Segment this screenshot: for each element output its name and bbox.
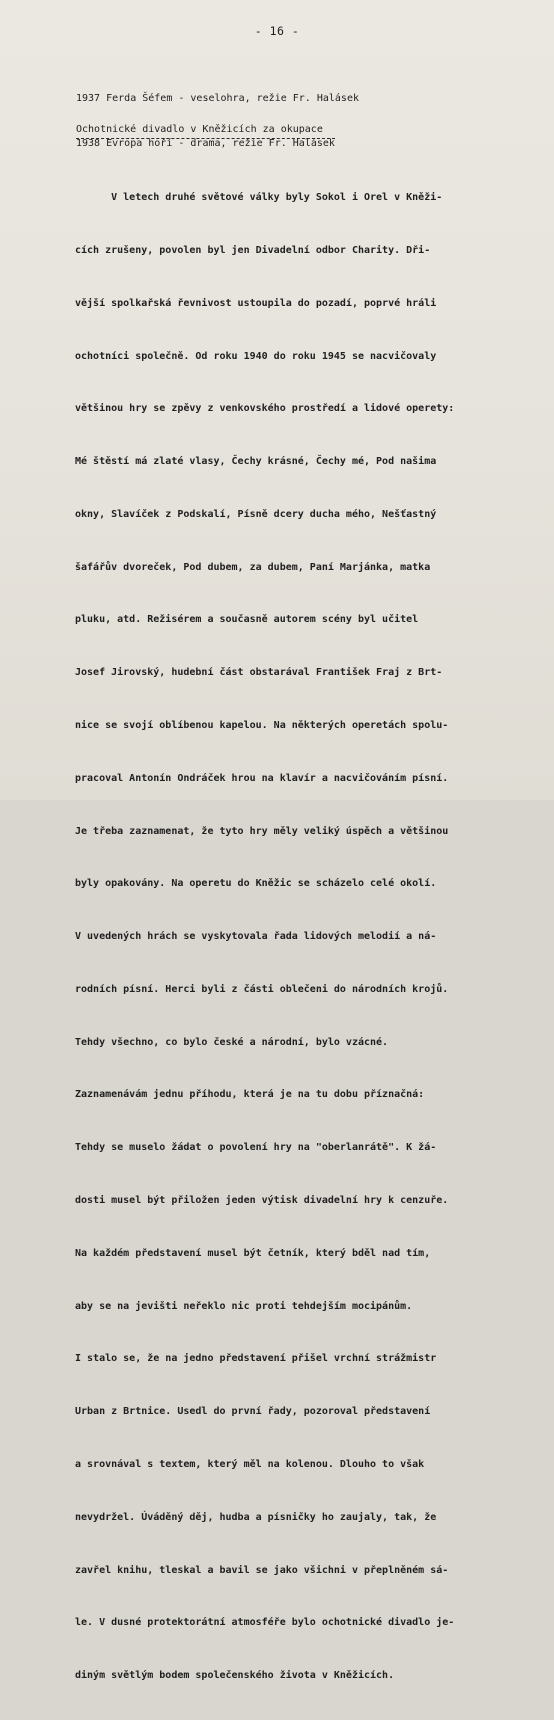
- text-line: ochotníci společně. Od roku 1940 do roku 1945 se nacvičovaly: [75, 350, 437, 362]
- text-line: Josef Jirovský, hudební část obstarával František Fraj z Brt-: [75, 667, 443, 679]
- body-text: [75, 154, 535, 1720]
- text-line: většinou hry se zpěvy z venkovského prostředí a lidové operety:: [75, 403, 455, 415]
- text-line: aby se na jevišti neřeklo nic proti tehdejším mocipánům.: [75, 1300, 413, 1312]
- text-line: le. V dusné protektorátní atmosféře bylo ochotnické divadlo je-: [75, 1617, 455, 1629]
- text-line: Tehdy všechno, co bylo české a národní, bylo vzácné.: [75, 1036, 389, 1048]
- play-year: 1937: [76, 93, 101, 104]
- text-line: diným světlým bodem společenského života v Kněžicích.: [75, 1670, 395, 1682]
- text-line: šafářův dvoreček, Pod dubem, za dubem, Paní Marjánka, matka: [75, 561, 431, 573]
- text-line: dosti musel být přiložen jeden výtisk divadelní hry k cenzuře.: [75, 1195, 449, 1207]
- text-line: okny, Slavíček z Podskalí, Písně dcery ducha mého, Nešťastný: [75, 508, 437, 520]
- text-line: cích zrušeny, povolen byl jen Divadelní odbor Charity. Dři-: [75, 244, 431, 256]
- text-line: I stalo se, že na jedno představení přišel vrchní strážmistr: [75, 1353, 437, 1365]
- play-entry: [76, 91, 359, 106]
- text-line: Na každém představení musel být četník, který bděl nad tím,: [75, 1247, 431, 1259]
- play-title: Evropa hoří - drama, režie Fr. Halásek: [106, 138, 335, 149]
- text-line: Urban z Brtnice. Usedl do první řady, pozoroval představení: [75, 1406, 431, 1418]
- text-line: nice se svojí oblíbenou kapelou. Na některých operetách spolu-: [75, 720, 449, 731]
- text-line: byly opakovány. Na operetu do Kněžic se scházelo celé okolí.: [75, 878, 437, 890]
- text-line: Mé štěstí má zlaté vlasy, Čechy krásné, Čechy mé, Pod našima: [75, 456, 437, 468]
- text-line: nevydržel. Úváděný děj, hudba a písničky ho zaujaly, tak, že: [75, 1511, 437, 1523]
- text-line: Je třeba zaznamenat, že tyto hry měly veliký úspěch a většinou: [75, 825, 449, 837]
- text-line: a srovnával s textem, který měl na kolenou. Dlouho to však: [75, 1458, 425, 1470]
- text-line: pracoval Antonín Ondráček hrou na klavír a nacvičováním písní.: [75, 772, 449, 784]
- text-line: Tehdy se muselo žádat o povolení hry na "oberlanrátě". K žá-: [75, 1142, 437, 1154]
- page-number: - 16 -: [254, 24, 300, 38]
- heading-underline: [76, 138, 335, 139]
- text-line: V letech druhé světové války byly Sokol i Orel v Kněži-: [75, 192, 443, 204]
- text-line: pluku, atd. Režisérem a současně autorem scény byl učitel: [75, 614, 419, 626]
- text-line: Zaznamenávám jednu příhodu, která je na tu dobu příznačná:: [75, 1089, 425, 1101]
- text-line: zavřel knihu, tleskal a bavil se jako všichni v přeplněném sá-: [75, 1564, 449, 1576]
- play-title: Ferda Šéfem - veselohra, režie Fr. Halásek: [106, 93, 359, 104]
- text-line: V uvedených hrách se vyskytovala řada lidových melodií a ná-: [75, 931, 437, 943]
- section-heading: Ochotnické divadlo v Kněžicích za okupace: [76, 124, 323, 135]
- play-year: 1938: [76, 138, 101, 149]
- text-line: rodních písní. Herci byli z části oblečeni do národních krojů.: [75, 983, 449, 995]
- text-line: vější spolkařská řevnivost ustoupila do pozadí, poprvé hráli: [75, 297, 437, 309]
